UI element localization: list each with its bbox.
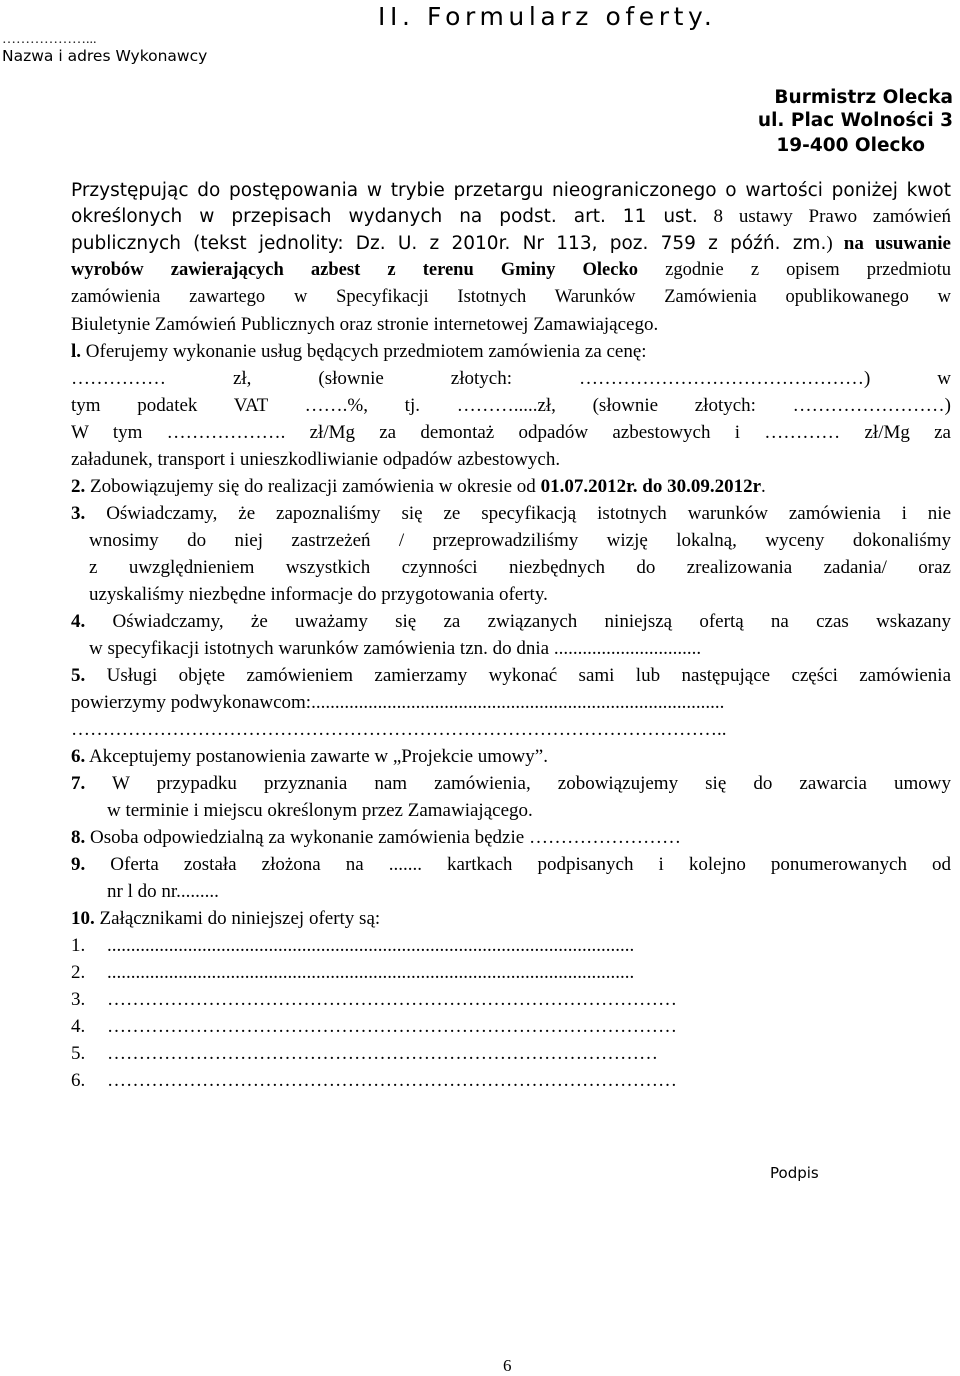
intro-line-4: wyrobów zawierających azbest z terenu Gminy Olecko zgodnie z opisem przedmiotu [71, 260, 951, 280]
addressee-line-1: Burmistrz Olecka [774, 87, 953, 108]
item-3-line-3: z uwzględnieniem wszystkich czynności niezbędnych do zrealizowania zadania/ oraz [89, 557, 951, 578]
attachment-5-number: 5. [71, 1043, 86, 1064]
attachment-3-line: ……………………………………………………………………………… [107, 989, 677, 1010]
item-7-line-1: 7. W przypadku przyznania nam zamówienia, zobowiązujemy się do zawarcia umowy [71, 773, 951, 794]
item-3-line-1: 3. Oświadczamy, że zapoznaliśmy się ze specyfikacją istotnych warunków zamówienia i nie [71, 503, 951, 524]
contractor-label: Nazwa i adres Wykonawcy [2, 47, 208, 65]
item-5-line-3: ………………………………………………………………………………………….. [71, 719, 727, 740]
attachment-2-number: 2. [71, 962, 86, 983]
intro-line-2: określonych w przepisach wydanych na podst. art. 11 ust. 8 ustawy Prawo zamówień [71, 206, 951, 227]
price-line: …………… zł, (słownie złotych: ………………………………………) w [71, 368, 951, 389]
item-5-line-1: 5. Usługi objęte zamówieniem zamierzamy wykonać sami lub następujące części zamówienia [71, 665, 951, 686]
contractor-dots: ………………... [2, 32, 97, 47]
intro-line-3: publicznych (tekst jednolity: Dz. U. z 2010r. Nr 113, poz. 759 z późń. zm.) na usuwanie [71, 233, 951, 254]
addressee-line-3: 19-400 Olecko [776, 135, 925, 156]
item-8: 8. Osoba odpowiedzialną za wykonanie zamówienia będzie …………………… [71, 827, 681, 848]
attachment-5-line: …………………………………………………………………………… [107, 1043, 658, 1064]
item-3-line-4: uzyskaliśmy niezbędne informacje do przygotowania oferty. [89, 584, 548, 605]
attachment-4-line: ……………………………………………………………………………… [107, 1016, 677, 1037]
attachment-3-number: 3. [71, 989, 86, 1010]
intro-line-6: Biuletynie Zamówień Publicznych oraz stronie internetowej Zamawiającego. [71, 314, 659, 335]
rate-line-2: załadunek, transport i unieszkodliwianie odpadów azbestowych. [71, 449, 561, 470]
attachment-2-line: ............................................................................................................... [107, 962, 635, 983]
attachment-1-number: 1. [71, 935, 86, 956]
item-4-line-2: w specyfikacji istotnych warunków zamówienia tzn. do dnia ............................... [89, 638, 702, 659]
form-title: II. Formularz oferty. [378, 2, 717, 31]
item-1-number: l. [71, 341, 82, 362]
rate-line: W tym ………………. zł/Mg za demontaż odpadów azbestowych i ………… zł/Mg za [71, 422, 951, 443]
attachment-4-number: 4. [71, 1016, 86, 1037]
item-3-line-2: wnosimy do niej zastrzeżeń / przeprowadziliśmy wizję lokalną, wyceny dokonaliśmy [89, 530, 951, 551]
item-2: 2. Zobowiązujemy się do realizacji zamówienia w okresie od 01.07.2012r. do 30.09.2012r. [71, 476, 766, 497]
item-6: 6. Akceptujemy postanowienia zawarte w „Projekcie umowy”. [71, 746, 548, 767]
vat-line: tym podatek VAT …….%, tj. ……….....zł, (słownie złotych: ……………………) [71, 395, 951, 416]
intro-line-5: zamówienia zawartego w Specyfikacji Istotnych Warunków Zamówienia opublikowanego w [71, 287, 951, 307]
signature-label: Podpis [770, 1164, 819, 1182]
attachment-6-line: ……………………………………………………………………………… [107, 1070, 677, 1091]
item-7-line-2: w terminie i miejscu określonym przez Zamawiającego. [107, 800, 533, 821]
page-number: 6 [503, 1356, 512, 1375]
item-1-text: Oferujemy wykonanie usług będących przedmiotem zamówienia za cenę: [85, 341, 647, 362]
item-5-line-2: powierzymy podwykonawcom:....................................................................................... [71, 692, 725, 713]
item-9-line-1: 9. Oferta została złożona na ....... kartkach podpisanych i kolejno ponumerowanych od [71, 854, 951, 875]
attachment-6-number: 6. [71, 1070, 86, 1091]
item-4-line-1: 4. Oświadczamy, że uważamy się za związanych niniejszą ofertą na czas wskazany [71, 611, 951, 632]
item-9-line-2: nr l do nr......... [107, 881, 219, 902]
item-10: 10. Załącznikami do niniejszej oferty są: [71, 908, 381, 929]
item-1 [71, 341, 647, 363]
attachment-1-line: ............................................................................................................... [107, 935, 635, 956]
addressee-line-2: ul. Plac Wolności 3 [757, 110, 953, 131]
intro-line-1: Przystępując do postępowania w trybie przetargu nieograniczonego o wartości poniżej kwot [71, 180, 951, 201]
